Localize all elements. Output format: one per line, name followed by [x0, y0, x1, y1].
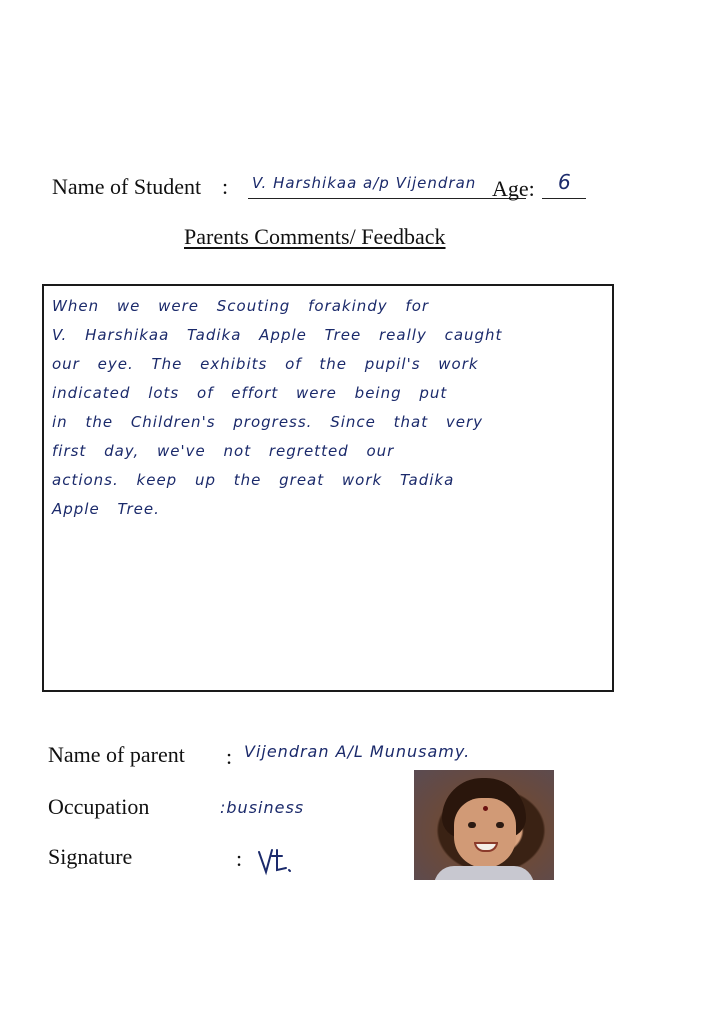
comment-line: Apple Tree.	[52, 500, 160, 518]
age-value: 6	[558, 170, 572, 194]
comment-line: first day, we've not regretted our	[52, 442, 395, 460]
comment-line: When we were Scouting forakindy for	[52, 297, 430, 315]
signature-mark	[256, 846, 302, 876]
parent-name-label: Name of parent	[48, 742, 185, 767]
parent-name-row	[48, 742, 471, 769]
signature-colon: :	[236, 846, 243, 871]
feedback-heading: Parents Comments/ Feedback	[184, 224, 446, 249]
parent-name-colon: :	[226, 744, 233, 769]
comments-box	[42, 284, 614, 692]
comment-line: actions. keep up the great work Tadika	[52, 471, 455, 489]
student-name-underline	[248, 198, 526, 199]
occupation-value: :business	[220, 798, 305, 817]
signature-label: Signature	[48, 844, 133, 869]
student-name-label: Name of Student	[52, 174, 202, 199]
student-name-colon: :	[222, 174, 229, 199]
occupation-row	[48, 794, 305, 820]
occupation-label: Occupation	[48, 794, 150, 819]
student-name-value: V. Harshikaa a/p Vijendran	[252, 174, 477, 192]
signature-row	[48, 844, 243, 871]
age-underline	[542, 198, 586, 199]
child-photo	[414, 770, 554, 880]
comment-line: in the Children's progress. Since that very	[52, 413, 484, 431]
comment-line: indicated lots of effort were being put	[52, 384, 448, 402]
comments-text	[52, 292, 608, 524]
age-label: Age:	[492, 176, 535, 201]
comment-line: V. Harshikaa Tadika Apple Tree really caught	[52, 326, 503, 344]
student-row	[52, 172, 612, 204]
comment-line: our eye. The exhibits of the pupil's work	[52, 355, 479, 373]
parent-name-value: Vijendran A/L Munusamy.	[244, 742, 471, 761]
